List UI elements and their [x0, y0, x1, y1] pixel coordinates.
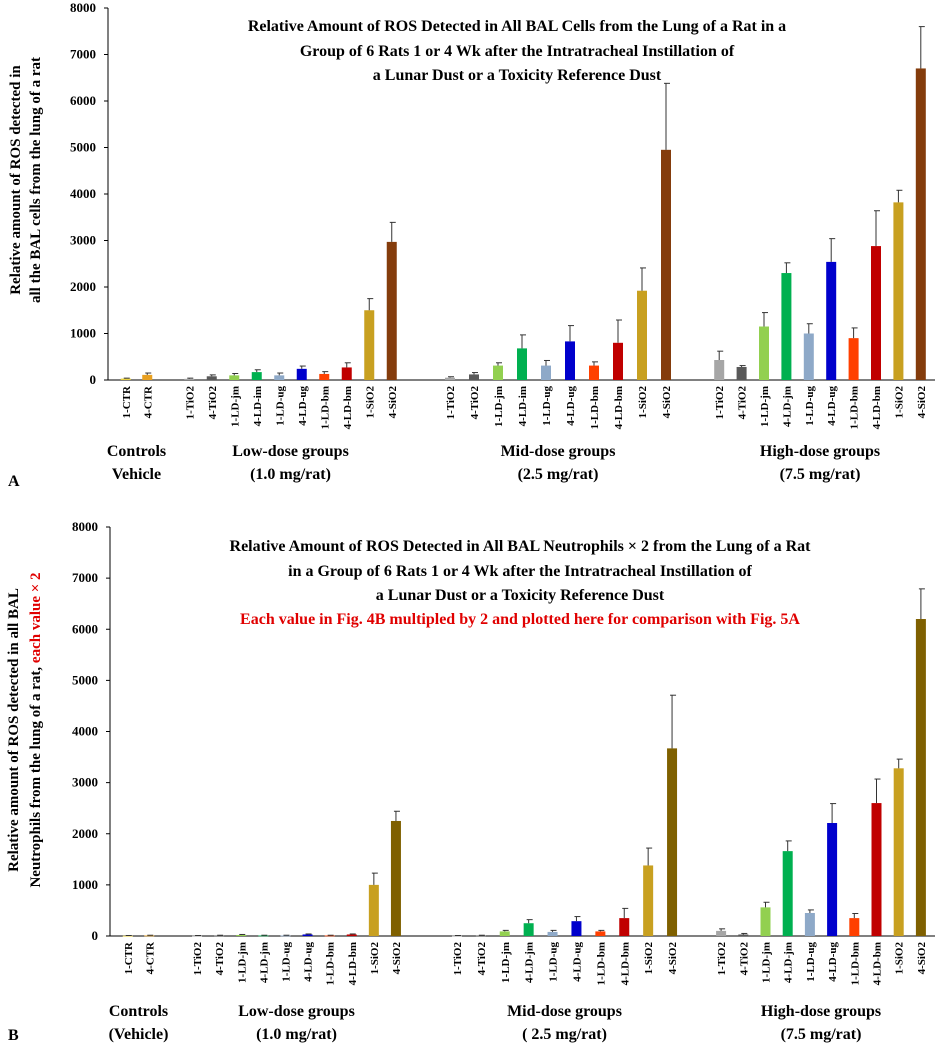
bar: [391, 821, 401, 936]
x-tick-label: 4-LD-bm: [871, 386, 883, 430]
panel-letter: B: [8, 1027, 19, 1044]
bar: [826, 262, 836, 380]
y-tick-label: 5000: [72, 672, 98, 688]
bar: [274, 375, 284, 380]
x-tick-label: 4-LD-bm: [619, 942, 632, 986]
x-tick-label: 4-LD-ug: [826, 386, 839, 426]
x-tick-label: 4-LD-ug: [302, 942, 315, 982]
x-tick-label: 1-SiO2: [637, 386, 649, 419]
bar: [761, 907, 771, 936]
x-tick-label: 1-LD-ug: [541, 386, 553, 426]
chart-title-line: a Lunar Dust or a Toxicity Reference Dust: [375, 587, 665, 604]
x-tick-label: 1-CTR: [122, 942, 135, 975]
y-tick-label: 2000: [72, 825, 98, 841]
x-tick-label: 4-LD-ug: [565, 386, 577, 426]
group-label-line: (2.5 mg/rat): [517, 466, 599, 483]
bar: [716, 931, 726, 936]
bar: [759, 327, 769, 380]
bar: [643, 865, 653, 936]
y-tick-label: 8000: [70, 0, 96, 15]
x-tick-label: 1-SiO2: [368, 942, 381, 975]
bar: [445, 378, 455, 380]
bar: [347, 934, 357, 936]
x-tick-label: 1-CTR: [120, 386, 133, 419]
bar: [565, 341, 575, 380]
x-tick-label: 4-SiO2: [390, 942, 403, 975]
bar: [619, 918, 629, 936]
bar: [319, 374, 329, 380]
x-tick-label: 1-LD-ug: [547, 942, 560, 982]
bar: [916, 619, 926, 936]
group-label-line: High-dose groups: [760, 1003, 882, 1020]
bar: [871, 246, 881, 380]
group-label-line: (1.0 mg/rat): [250, 466, 331, 483]
y-tick-label: 2000: [70, 279, 96, 294]
chart-title-line: Relative Amount of ROS Detected in All BAL Cells from the Lung of a Rat in a: [247, 18, 787, 35]
y-tick-label: 4000: [70, 186, 96, 201]
x-tick-label: 1-LD-ug: [804, 942, 817, 982]
bar: [589, 366, 599, 380]
group-label-line: Controls: [106, 443, 167, 460]
x-tick-label: 1-LD-bm: [319, 386, 332, 430]
x-tick-label: 4-LD-ug: [571, 942, 584, 982]
x-tick-label: 4-TiO2: [469, 386, 481, 420]
bar: [714, 360, 724, 380]
x-tick-label: 1-LD-bm: [595, 942, 608, 986]
bar: [252, 372, 262, 380]
y-tick-label: 1000: [72, 876, 98, 892]
bar: [827, 823, 837, 936]
x-tick-label: 4-SiO2: [661, 386, 673, 419]
y-tick-label: 4000: [72, 723, 98, 739]
x-tick-label: 1-TiO2: [714, 386, 727, 420]
x-tick-label: 1-SiO2: [643, 942, 656, 975]
x-tick-label: 1-LD-bm: [324, 942, 337, 986]
y-tick-label: 0: [91, 928, 98, 943]
panel-letter: A: [8, 473, 20, 490]
bar: [297, 369, 307, 380]
x-tick-label: 4-TiO2: [738, 942, 751, 976]
x-tick-label: 4-LD-ug: [296, 386, 309, 426]
group-label-line: High-dose groups: [759, 443, 881, 460]
y-tick-label: 1000: [70, 325, 96, 341]
y-tick-label: 6000: [70, 93, 96, 108]
bar: [781, 273, 791, 380]
x-tick-label: 1-TiO2: [184, 386, 197, 420]
x-tick-label: 1-LD-bm: [589, 386, 601, 430]
group-label-line: Vehicle: [111, 466, 162, 483]
x-tick-label: 4-LD-im: [517, 386, 529, 427]
x-tick-label: 1-LD-jm: [760, 942, 773, 983]
x-tick-label: 4-SiO2: [386, 386, 399, 419]
x-tick-label: 1-LD-jm: [229, 386, 242, 427]
bar: [595, 931, 605, 936]
group-label-line: Controls: [108, 1003, 169, 1020]
bar: [571, 921, 581, 936]
x-tick-label: 4-LD-jm: [523, 942, 536, 983]
chart-note: Each value in Fig. 4B multipled by 2 and plotted here for comparison with Fig. 5A: [240, 611, 800, 628]
x-tick-label: 1-LD-jm: [499, 942, 512, 983]
bar: [667, 748, 677, 936]
y-tick-label: 7000: [70, 46, 96, 62]
bar: [524, 923, 534, 936]
x-tick-label: 1-SiO2: [893, 386, 906, 419]
chart-panel-A: [8, 0, 935, 490]
y-axis-label-line: all the BAL cells from the lung of a rat: [28, 57, 44, 303]
bar: [738, 934, 748, 936]
bar: [613, 343, 623, 380]
bar: [661, 150, 671, 380]
y-axis-label-line: Relative amount of ROS detected in: [8, 65, 24, 295]
x-tick-label: 4-CTR: [142, 386, 155, 419]
x-tick-label: 4-LD-bm: [871, 942, 884, 986]
bar: [517, 348, 527, 380]
group-label-line: ( 2.5 mg/rat): [522, 1026, 607, 1043]
bar: [121, 379, 131, 380]
bar: [916, 68, 926, 380]
y-axis-label-part-red: each value × 2: [28, 572, 44, 667]
chart-title-line: Group of 6 Rats 1 or 4 Wk after the Intratracheal Instillation of: [299, 43, 735, 60]
x-tick-label: 1-LD-bm: [848, 386, 861, 430]
group-label-line: Low-dose groups: [232, 443, 349, 460]
x-tick-label: 4-CTR: [144, 942, 157, 975]
x-tick-label: 4-LD-im: [251, 386, 264, 427]
x-tick-label: 1-SiO2: [364, 386, 377, 419]
x-tick-label: 4-LD-bm: [341, 386, 354, 430]
x-tick-label: 1-LD-jm: [236, 942, 249, 983]
x-tick-label: 4-LD-jm: [781, 386, 794, 427]
bar: [342, 367, 352, 380]
x-tick-label: 1-LD-bm: [849, 942, 862, 986]
group-label-line: Mid-dose groups: [507, 1003, 622, 1020]
group-label-line: (7.5 mg/rat): [780, 1026, 862, 1043]
chart-title-line: in a Group of 6 Rats 1 or 4 Wk after the Intratracheal Instillation of: [288, 563, 752, 580]
x-tick-label: 4-TiO2: [206, 386, 219, 420]
x-tick-label: 1-LD-ug: [274, 386, 287, 426]
bar: [637, 291, 647, 380]
bar: [849, 338, 859, 380]
bar: [184, 379, 194, 380]
chart-panel-B: [6, 519, 935, 1044]
x-tick-label: 1-TiO2: [192, 942, 205, 976]
y-axis-label-part: Neutrophils from the lung of a rat,: [28, 666, 44, 888]
x-tick-label: 1-SiO2: [893, 942, 906, 975]
x-tick-label: 1-LD-ug: [280, 942, 293, 982]
y-tick-label: 0: [89, 372, 96, 387]
x-tick-label: 1-TiO2: [716, 942, 729, 976]
bar: [207, 376, 217, 380]
x-tick-label: 4-LD-ug: [827, 942, 840, 982]
bar: [387, 242, 397, 380]
bar: [469, 374, 479, 380]
y-tick-label: 3000: [70, 232, 96, 248]
y-axis-label-line: [28, 572, 44, 887]
bar: [229, 375, 239, 380]
bar: [236, 935, 246, 936]
x-tick-label: 1-TiO2: [451, 942, 464, 976]
group-label-line: (Vehicle): [108, 1026, 169, 1043]
x-tick-label: 4-SiO2: [915, 386, 928, 419]
x-tick-label: 4-TiO2: [736, 386, 749, 420]
bar: [500, 931, 510, 936]
y-tick-label: 6000: [72, 621, 98, 637]
bar: [303, 934, 313, 936]
group-label-line: (7.5 mg/rat): [779, 466, 861, 483]
bar: [541, 366, 551, 380]
x-tick-label: 4-LD-bm: [346, 942, 359, 986]
y-tick-label: 5000: [70, 139, 96, 155]
bar: [493, 366, 503, 380]
bar: [364, 310, 374, 380]
bar: [804, 334, 814, 381]
x-tick-label: 4-TiO2: [214, 942, 227, 976]
bar: [737, 367, 747, 380]
bar: [142, 375, 152, 380]
x-tick-label: 4-LD-jm: [258, 942, 271, 983]
chart-title-line: Relative Amount of ROS Detected in All BAL Neutrophils × 2 from the Lung of a Rat: [229, 538, 811, 555]
x-tick-label: 1-LD-jm: [493, 386, 505, 427]
x-tick-label: 1-LD-jm: [759, 386, 771, 427]
x-tick-label: 4-SiO2: [915, 942, 928, 975]
x-tick-label: 1-TiO2: [445, 386, 457, 420]
bar: [893, 202, 903, 380]
bar: [548, 932, 558, 936]
x-tick-label: 4-TiO2: [475, 942, 488, 976]
bar: [894, 768, 904, 936]
y-tick-label: 7000: [72, 570, 98, 586]
bar: [849, 918, 859, 936]
y-axis-label-line: Relative amount of ROS detected in all BAL: [6, 588, 22, 872]
bar: [369, 885, 379, 936]
bar: [872, 803, 882, 936]
bar: [783, 851, 793, 936]
group-label-line: (1.0 mg/rat): [256, 1026, 337, 1043]
x-tick-label: 4-LD-bm: [613, 386, 625, 430]
bar: [805, 913, 815, 936]
x-tick-label: 4-SiO2: [667, 942, 680, 975]
y-tick-label: 3000: [72, 774, 98, 790]
y-tick-label: 8000: [72, 519, 98, 534]
x-tick-label: 1-LD-ug: [803, 386, 816, 426]
group-label-line: Low-dose groups: [238, 1003, 355, 1020]
group-label-line: Mid-dose groups: [500, 443, 616, 460]
chart-title-line: a Lunar Dust or a Toxicity Reference Dust: [372, 67, 662, 84]
x-tick-label: 4-LD-jm: [782, 942, 795, 983]
